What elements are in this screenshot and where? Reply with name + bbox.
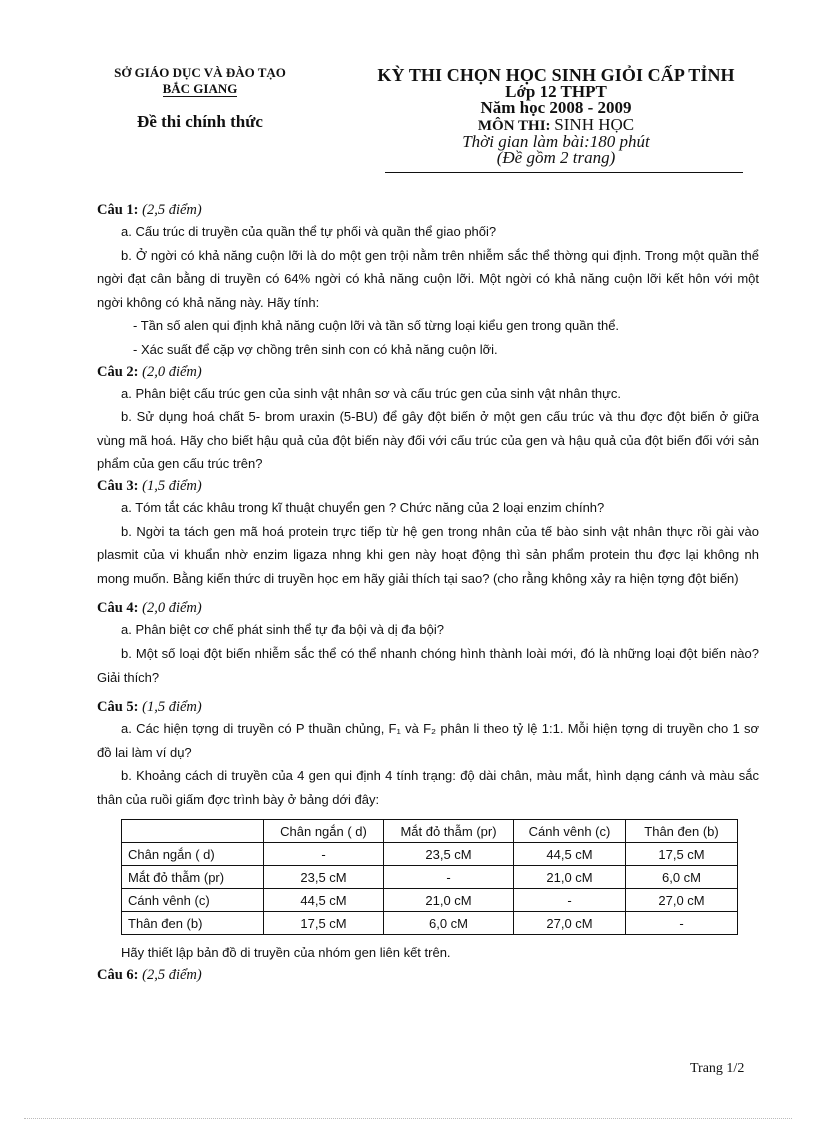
table-cell: 23,5 cM — [384, 843, 514, 866]
question-1a: a. Cấu trúc di truyền của quần thể tự phối và quần thể giao phối? — [121, 224, 497, 239]
table-cell: - — [384, 866, 514, 889]
question-1-bullet-1: - Tần số alen qui định khả năng cuộn lỡi và tần số từng loại kiểu gen trong quần thể. — [133, 318, 620, 334]
table-cell: 6,0 cM — [626, 866, 738, 889]
question-label: Câu 3: — [97, 477, 139, 494]
question-1-title — [97, 200, 759, 220]
table-row — [122, 843, 738, 866]
question-points: (1,5 điểm) — [142, 477, 202, 494]
table-header-row — [122, 820, 738, 843]
table-row — [122, 866, 738, 889]
header-left — [100, 66, 300, 132]
question-3a: a. Tóm tắt các khâu trong kĩ thuật chuyển gen ? Chức năng của 2 loại enzim chính? — [121, 499, 605, 515]
org-line-2: BẮC GIANG — [162, 81, 238, 96]
table-header-cell: Cánh vênh (c) — [514, 820, 626, 843]
duration: Thời gian làm bài:180 phút — [462, 132, 650, 151]
gene-distance-table — [121, 819, 738, 935]
question-1-bullet-2: - Xác suất để cặp vợ chồng trên sinh con có khả năng cuộn lỡi. — [133, 341, 498, 357]
table-cell: - — [626, 912, 738, 935]
table-cell: 23,5 cM — [264, 866, 384, 889]
question-points: (2,5 điểm) — [142, 967, 202, 984]
question-label: Câu 2: — [97, 363, 139, 380]
question-2a: a. Phân biệt cấu trúc gen của sinh vật nhân sơ và cấu trúc gen của sinh vật nhân thực. — [121, 385, 621, 401]
table-header-cell — [122, 820, 264, 843]
question-label: Câu 5: — [97, 699, 139, 716]
question-4a: a. Phân biệt cơ chế phát sinh thể tự đa bội và dị đa bội? — [121, 622, 444, 638]
table-cell: 6,0 cM — [384, 912, 514, 935]
table-cell: 44,5 cM — [514, 843, 626, 866]
question-3b: b. Ngời ta tách gen mã hoá protein trực tiếp từ hệ gen trong nhân của tế bào sinh vật nhân thực rồi gài vào plasmit của vi khuẩn nhờ enzim ligaza nhng khi gen này hoạt động thì sản phẩm protein thu đợc lại không nh mong muốn. Bằng kiến thức di truyền học em hãy giải thích tại sao? (cho rằng không xảy ra hiện tợng đột biến) — [97, 523, 759, 586]
school-year: Năm học 2008 - 2009 — [480, 98, 632, 117]
table-cell: Mắt đỏ thẫm (pr) — [122, 866, 264, 889]
question-3-title — [97, 476, 759, 496]
question-points: (2,0 điểm) — [142, 600, 202, 617]
question-2-title — [97, 362, 759, 382]
question-points: (2,5 điểm) — [142, 202, 202, 218]
pages-note: (Đề gồm 2 trang) — [496, 148, 616, 167]
grade: Lớp 12 THPT — [505, 82, 607, 101]
table-cell: 27,0 cM — [626, 889, 738, 912]
table-row — [122, 889, 738, 912]
exam-content — [97, 200, 759, 985]
question-label: Câu 1: — [97, 202, 139, 218]
table-cell: 17,5 cM — [626, 843, 738, 866]
question-6-title — [97, 965, 759, 985]
question-5b: b. Khoảng cách di truyền của 4 gen qui định 4 tính trạng: độ dài chân, màu mắt, hình dạng cánh và màu sắc thân của ruồi giấm đợc trình bày ở bảng dới đây: — [97, 768, 759, 807]
table-cell: 44,5 cM — [264, 889, 384, 912]
question-label: Câu 6: — [97, 967, 139, 984]
question-1b: b. Ở ngời có khả năng cuộn lỡi là do một gen trội nằm trên nhiễm sắc thể thờng qui định. Trong một quần thể ngời đạt cân bằng di truyền có 64% ngời có khả năng cuộn lỡi. Một ngời có khả năng cuộn lỡi kết hôn với một ngời không có khả năng này. Hãy tính: — [97, 247, 759, 310]
question-points: (2,0 điểm) — [142, 363, 202, 380]
table-cell: Thân đen (b) — [122, 912, 264, 935]
table-cell: - — [264, 843, 384, 866]
table-cell: Chân ngắn ( d) — [122, 843, 264, 866]
table-cell: Cánh vênh (c) — [122, 889, 264, 912]
official-label: Đề thi chính thức — [137, 112, 263, 131]
table-cell: 17,5 cM — [264, 912, 384, 935]
table-row — [122, 912, 738, 935]
question-2b: b. Sử dụng hoá chất 5- brom uraxin (5-BU) để gây đột biến ở một gen cấu trúc và thu đợc đột biến ở giữa vùng mã hoá. Hãy cho biết hậu quả của đột biến này đối với cấu trúc của gen và hậu quả của đột biến đối với sản phẩm của gen cấu trúc trên? — [97, 409, 759, 472]
table-cell: 27,0 cM — [514, 912, 626, 935]
question-4-title — [97, 598, 759, 618]
page-number: Trang 1/2 — [690, 1061, 745, 1076]
table-header-cell: Mắt đỏ thẫm (pr) — [384, 820, 514, 843]
org-line-1: SỞ GIÁO DỤC VÀ ĐÀO TẠO — [114, 65, 286, 80]
question-points: (1,5 điểm) — [142, 699, 202, 716]
question-5-title — [97, 697, 759, 717]
subject: SINH HỌC — [554, 115, 635, 134]
question-label: Câu 4: — [97, 600, 139, 617]
header-right — [356, 66, 756, 165]
exam-title: KỲ THI CHỌN HỌC SINH GIỎI CẤP TỈNH — [377, 65, 735, 85]
header-rule — [385, 172, 743, 173]
table-cell: - — [514, 889, 626, 912]
question-5a: a. Các hiện tợng di truyền có P thuần chủng, F₁ và F₂ phân li theo tỷ lệ 1:1. Mỗi hiện tợng di truyền cho 1 sơ đồ lai làm ví dụ? — [97, 721, 759, 760]
subject-label: MÔN THI: — [477, 118, 551, 134]
question-4b: b. Một số loại đột biến nhiễm sắc thể có thể nhanh chóng hình thành loài mới, đó là những loại đột biến nào? Giải thích? — [97, 645, 759, 685]
question-5-instruction: Hãy thiết lập bản đồ di truyền của nhóm gen liên kết trên. — [121, 945, 451, 961]
table-header-cell: Thân đen (b) — [626, 820, 738, 843]
table-cell: 21,0 cM — [384, 889, 514, 912]
table-cell: 21,0 cM — [514, 866, 626, 889]
table-header-cell: Chân ngắn ( d) — [264, 820, 384, 843]
footer-divider — [24, 1118, 792, 1119]
